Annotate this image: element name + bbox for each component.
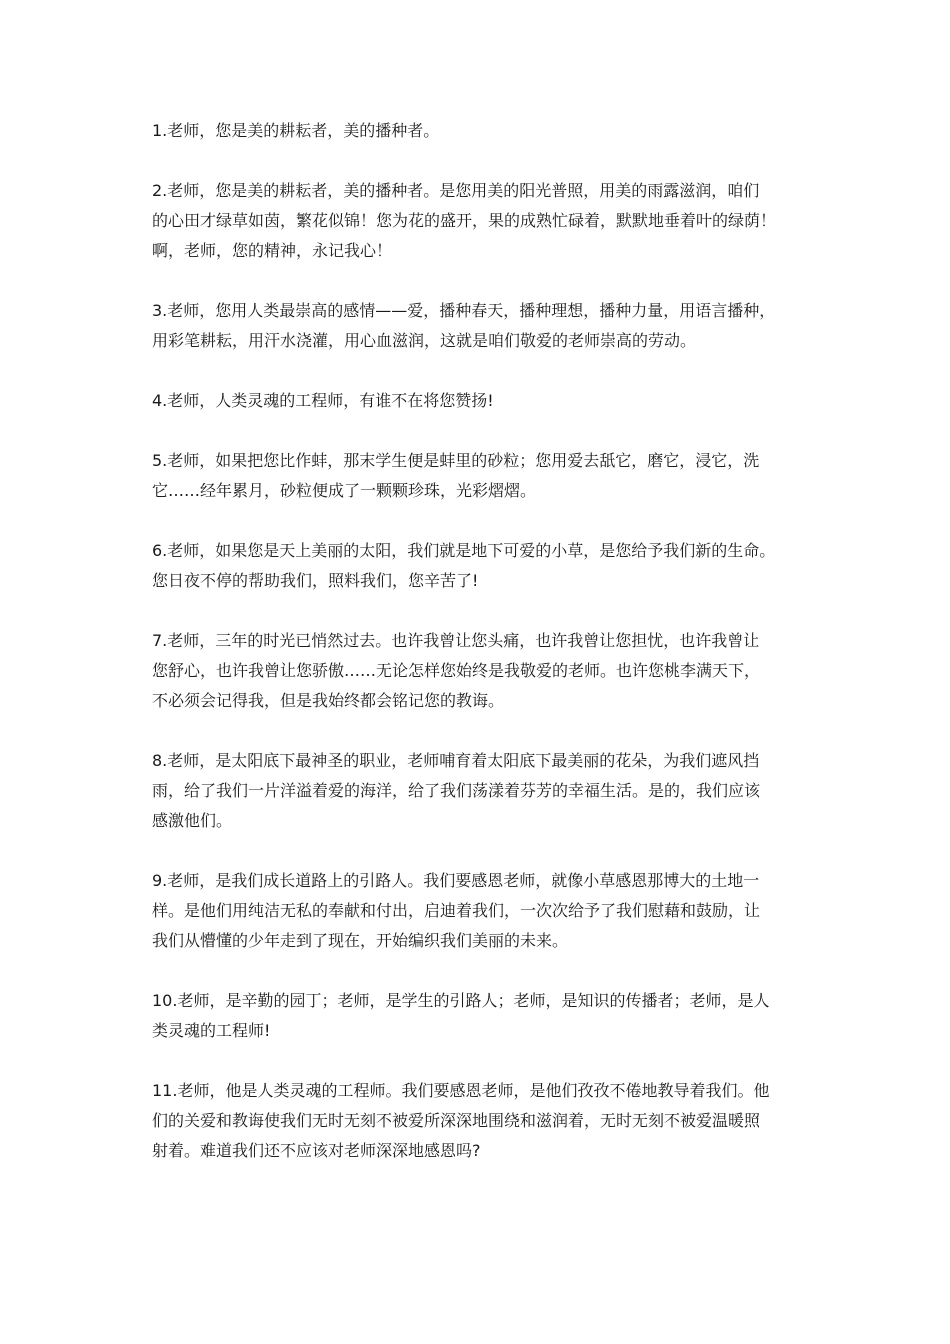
document-body <box>152 116 804 1196</box>
paragraph-2: 2.老师，您是美的耕耘者，美的播种者。是您用美的阳光普照，用美的雨露滋润，咱们 的心田才绿草如茵，繁花似锦！您为花的盛开，果的成熟忙碌着，默默地垂着叶的绿荫！ 啊，老师，您的精神，永记我心！ <box>152 181 777 260</box>
paragraph-8: 8.老师，是太阳底下最神圣的职业，老师哺育着太阳底下最美丽的花朵，为我们遮风挡 雨，给了我们一片洋溢着爱的海洋，给了我们荡漾着芬芳的幸福生活。是的，我们应该 感激他们。 <box>152 751 761 830</box>
paragraph-5: 5.老师，如果把您比作蚌，那末学生便是蚌里的砂粒；您用爱去舐它，磨它，浸它，洗 它……经年累月，砂粒便成了一颗颗珍珠，光彩熠熠。 <box>152 451 760 500</box>
paragraph-6: 6.老师，如果您是天上美丽的太阳，我们就是地下可爱的小草，是您给予我们新的生命。 您日夜不停的帮助我们，照料我们，您辛苦了! <box>152 541 776 590</box>
paragraph-9: 9.老师，是我们成长道路上的引路人。我们要感恩老师，就像小草感恩那博大的土地一 样。是他们用纯洁无私的奉献和付出，启迪着我们，一次次给予了我们慰藉和鼓励，让 我们从懵懂的少年走到了现在，开始编织我们美丽的未来。 <box>152 871 761 950</box>
paragraph-4: 4.老师，人类灵魂的工程师，有谁不在将您赞扬! <box>152 391 494 410</box>
paragraph-1: 1.老师，您是美的耕耘者，美的播种者。 <box>152 121 440 140</box>
paragraph-7: 7.老师，三年的时光已悄然过去。也许我曾让您头痛，也许我曾让您担忧，也许我曾让 您舒心，也许我曾让您骄傲……无论怎样您始终是我敬爱的老师。也许您桃李满天下， 不必须会记得我，但是我始终都会铭记您的教诲。 <box>152 631 761 710</box>
paragraph-11: 11.老师，他是人类灵魂的工程师。我们要感恩老师，是他们孜孜不倦地教导着我们。他 们的关爱和教诲使我们无时无刻不被爱所深深地围绕和滋润着，无时无刻不被爱温暖照 射着。难道我们还不应该对老师深深地感恩吗? <box>152 1081 770 1160</box>
paragraph-3: 3.老师，您用人类最崇高的感情——爱，播种春天，播种理想，播种力量，用语言播种， 用彩笔耕耘，用汗水浇灌，用心血滋润，这就是咱们敬爱的老师崇高的劳动。 <box>152 301 776 350</box>
paragraph-10: 10.老师，是辛勤的园丁；老师，是学生的引路人；老师，是知识的传播者；老师，是人 类灵魂的工程师! <box>152 991 770 1040</box>
